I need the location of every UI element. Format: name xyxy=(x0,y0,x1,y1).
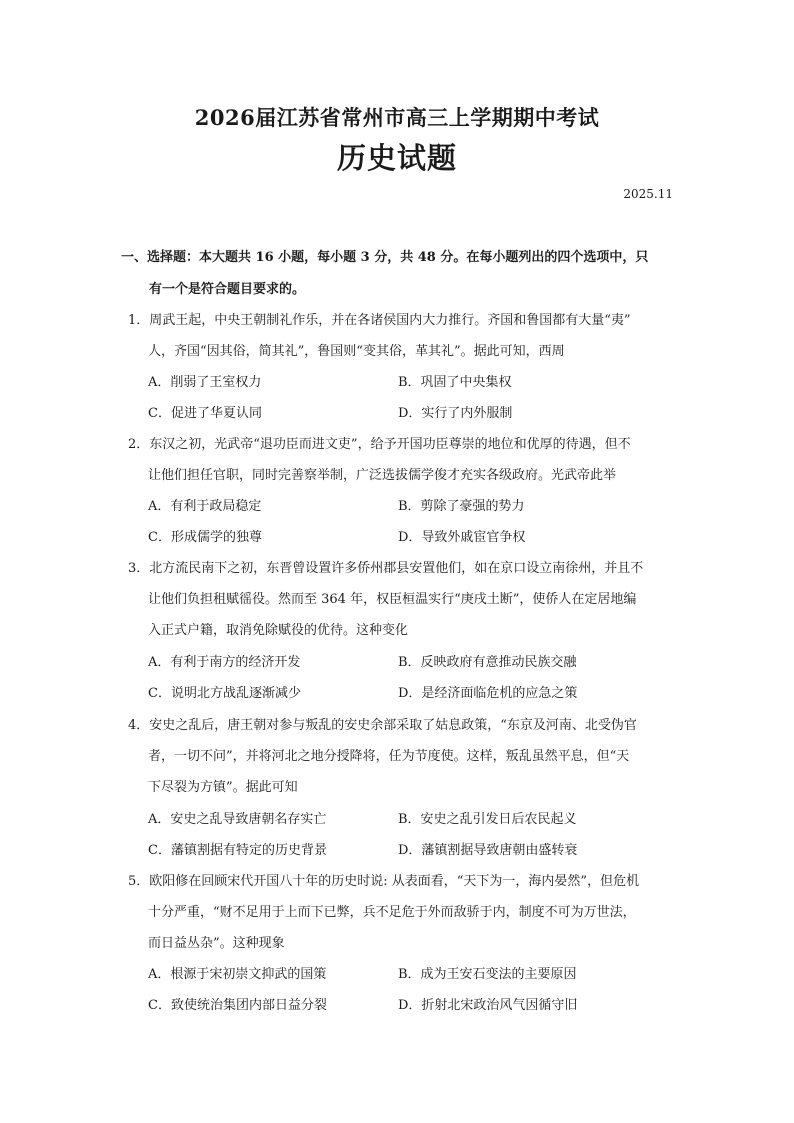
question-3-options xyxy=(148,647,688,709)
question-3-line-2: 让他们负担租赋徭役。然而至 364 年，权臣桓温实行“庚戌土断”，使侨人在定居地编 xyxy=(148,592,637,607)
exam-date: 2025.11 xyxy=(623,187,673,201)
section-instruction-line2: 有一个是符合题目要求的。 xyxy=(149,282,306,297)
question-4-line-1: 4．安史之乱后，唐王朝对参与叛乱的安史余部采取了姑息政策，“东京及河南、北受伪官 xyxy=(128,718,637,733)
option-c[interactable]: C．藩镇割据有特定的历史背景 xyxy=(148,843,327,858)
question-2-line-2: 让他们担任官职，同时完善察举制，广泛选拔儒学俊才充实各级政府。光武帝此举 xyxy=(148,468,617,483)
question-4 xyxy=(128,710,688,803)
option-c[interactable]: C．形成儒学的独尊 xyxy=(148,530,262,545)
option-d[interactable]: D．折射北宋政治风气因循守旧 xyxy=(398,998,578,1013)
option-b[interactable]: B．反映政府有意推动民族交融 xyxy=(398,655,577,670)
option-c[interactable]: C．致使统治集团内部日益分裂 xyxy=(148,998,327,1013)
question-5-options xyxy=(148,959,688,1021)
option-b[interactable]: B．成为王安石变法的主要原因 xyxy=(398,967,577,982)
question-2-line-1: 2．东汉之初，光武帝“退功臣而进文吏”，给予开国功臣尊崇的地位和优厚的待遇，但不 xyxy=(128,437,631,452)
option-b[interactable]: B．安史之乱引发日后农民起义 xyxy=(398,812,577,827)
option-b[interactable]: B．巩固了中央集权 xyxy=(398,375,512,390)
option-d[interactable]: D．是经济面临危机的应急之策 xyxy=(398,686,578,701)
option-d[interactable]: D．导致外戚宦官争权 xyxy=(398,530,526,545)
question-1-options xyxy=(148,367,688,429)
option-c[interactable]: C．促进了华夏认同 xyxy=(148,406,262,421)
question-1 xyxy=(128,305,688,367)
question-4-options xyxy=(148,804,688,866)
exam-title: 2026届江苏省常州市高三上学期期中考试 xyxy=(194,105,600,130)
question-3 xyxy=(128,553,688,646)
option-a[interactable]: A．根源于宋初崇文抑武的国策 xyxy=(148,967,327,982)
option-d[interactable]: D．藩镇割据导致唐朝由盛转衰 xyxy=(398,843,578,858)
question-2-options xyxy=(148,491,688,553)
option-a[interactable]: A．有利于南方的经济开发 xyxy=(148,655,301,670)
option-c[interactable]: C．说明北方战乱逐渐减少 xyxy=(148,686,301,701)
question-5-line-2: 十分严重，“财不足用于上而下已弊，兵不足危于外而敌骄于内，制度不可为万世法， xyxy=(148,905,636,920)
option-a[interactable]: A．削弱了王室权力 xyxy=(148,375,262,390)
question-1-line-2: 人，齐国“因其俗，简其礼”，鲁国则“变其俗，革其礼”。据此可知，西周 xyxy=(148,344,565,359)
question-3-line-3: 入正式户籍，取消免除赋役的优待。这种变化 xyxy=(148,623,409,638)
question-5 xyxy=(128,866,688,959)
question-1-line-1: 1．周武王起，中央王朝制礼作乐，并在各诸侯国内大力推行。齐国和鲁国都有大量“夷” xyxy=(128,313,631,328)
question-2 xyxy=(128,429,688,491)
option-a[interactable]: A．安史之乱导致唐朝名存实亡 xyxy=(148,812,327,827)
question-3-line-1: 3．北方流民南下之初，东晋曾设置许多侨州郡县安置他们，如在京口设立南徐州，并且不 xyxy=(128,561,644,576)
question-4-line-3: 下尽裂为方镇”。据此可知 xyxy=(148,780,298,795)
option-b[interactable]: B．剪除了豪强的势力 xyxy=(398,499,525,514)
exam-subject: 历史试题 xyxy=(336,141,457,175)
option-d[interactable]: D．实行了内外服制 xyxy=(398,406,513,421)
option-a[interactable]: A．有利于政局稳定 xyxy=(148,499,262,514)
section-instruction-line1: 一、选择题：本大题共 16 小题，每小题 3 分，共 48 分。在每小题列出的四个选项中，只 xyxy=(121,250,649,265)
question-4-line-2: 者，一切不问”，并将河北之地分授降将，任为节度使。这样，叛乱虽然平息，但“天 xyxy=(148,749,630,764)
question-5-line-3: 而日益丛杂”。这种现象 xyxy=(148,936,285,951)
question-5-line-1: 5．欧阳修在回顾宋代开国八十年的历史时说: 从表面看，“天下为一，海内晏然”，但危机 xyxy=(128,874,640,889)
